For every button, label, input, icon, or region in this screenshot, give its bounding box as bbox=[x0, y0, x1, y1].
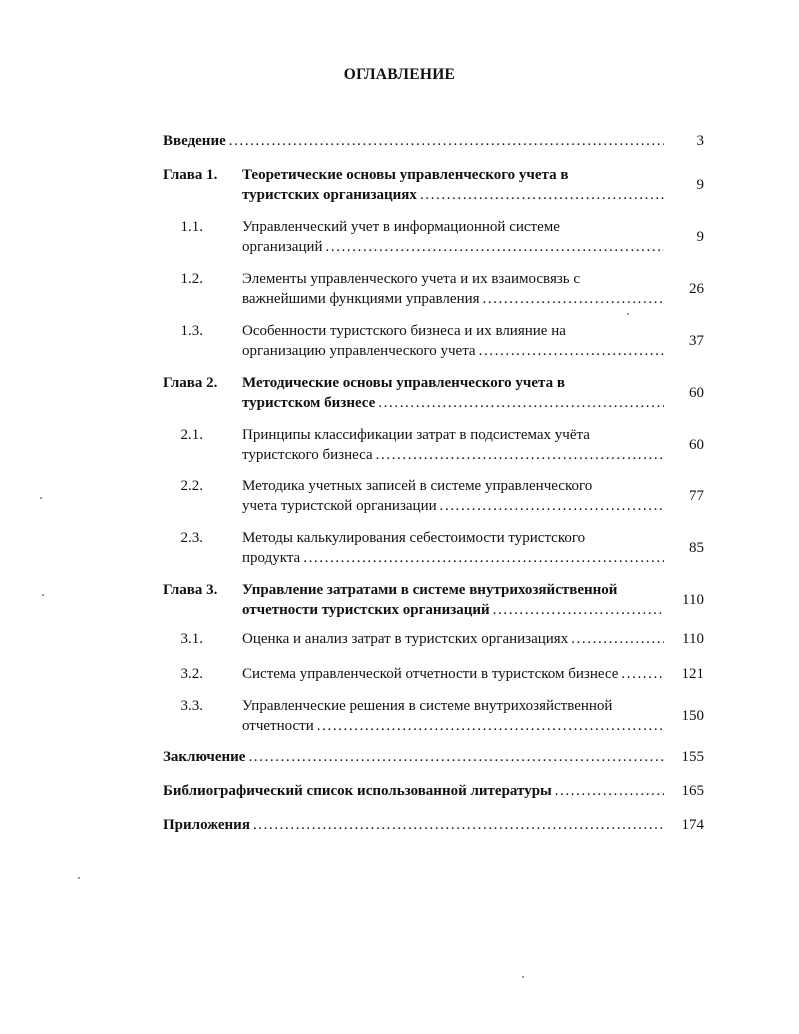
toc-entry-title bbox=[163, 747, 664, 767]
toc-title-line: туристском бизнесе ..... bbox=[242, 393, 664, 413]
toc-leader-dots bbox=[552, 781, 664, 801]
toc-entry-title bbox=[163, 815, 664, 835]
toc-chapter-label: Глава 3. bbox=[163, 582, 218, 598]
toc-entry-title bbox=[242, 321, 664, 361]
toc-entry-title bbox=[242, 269, 664, 309]
toc-title-line: Управление затратами в системе внутрихозяйственной bbox=[242, 582, 618, 598]
toc-chapter-label: Глава 2. bbox=[163, 375, 218, 391]
toc-title-line: Введение ..... bbox=[163, 131, 664, 151]
toc-title-line: продукта ..... bbox=[242, 548, 664, 568]
toc-entry-title bbox=[242, 664, 664, 684]
toc-entry-title bbox=[242, 476, 664, 516]
toc-title-line: учета туристской организации ..... bbox=[242, 496, 664, 516]
toc-entry-title bbox=[163, 131, 664, 151]
toc-page-number: 26 bbox=[689, 281, 704, 297]
toc-entry-title bbox=[242, 373, 664, 413]
toc-title-line: Методика учетных записей в системе управленческого bbox=[242, 478, 593, 494]
toc-leader-dots bbox=[618, 664, 664, 684]
toc-leader-dots bbox=[250, 815, 664, 835]
toc-title-line: Методы калькулирования себестоимости туристского bbox=[242, 530, 586, 546]
toc-page-number: 110 bbox=[682, 592, 704, 608]
toc-page-number: 9 bbox=[696, 177, 704, 193]
toc-title-line: туристских организациях ..... bbox=[242, 185, 664, 205]
toc-entry-title bbox=[242, 217, 664, 257]
toc-title-line: организацию управленческого учета ..... bbox=[242, 341, 664, 361]
toc-title-line: Элементы управленческого учета и их взаимосвязь с bbox=[242, 271, 581, 287]
toc-title-line: Теоретические основы управленческого учета в bbox=[242, 167, 569, 183]
scan-speck bbox=[78, 877, 80, 879]
toc-title-line: Заключение ..... bbox=[163, 747, 664, 767]
toc-page-number: 165 bbox=[681, 783, 704, 799]
toc-entry-title bbox=[242, 425, 664, 465]
toc-page-number: 110 bbox=[682, 631, 704, 647]
toc-title-line: Оценка и анализ затрат в туристских организациях ..... bbox=[242, 629, 664, 649]
toc-leader-dots bbox=[375, 393, 664, 413]
toc-entry-title bbox=[242, 165, 664, 205]
toc-section-number: 2.3. bbox=[180, 530, 203, 546]
toc-page-number: 3 bbox=[696, 133, 704, 149]
toc-page-number: 121 bbox=[681, 666, 704, 682]
scan-speck bbox=[40, 497, 42, 499]
toc-title-line: отчетности ..... bbox=[242, 716, 664, 736]
toc-leader-dots bbox=[476, 341, 664, 361]
toc-section-number: 2.1. bbox=[180, 427, 203, 443]
toc-section-number: 2.2. bbox=[180, 478, 203, 494]
toc-entry-title bbox=[242, 629, 664, 649]
toc-section-number: 1.3. bbox=[180, 323, 203, 339]
toc-page-number: 9 bbox=[696, 229, 704, 245]
toc-title-line: туристского бизнеса ..... bbox=[242, 445, 664, 465]
toc-leader-dots bbox=[314, 716, 664, 736]
toc-title-line: отчетности туристских организаций ..... bbox=[242, 600, 664, 620]
toc-page-number: 77 bbox=[689, 488, 704, 504]
scan-speck bbox=[627, 313, 629, 315]
toc-page-number: 60 bbox=[689, 437, 704, 453]
toc-title-line: Особенности туристского бизнеса и их влияние на bbox=[242, 323, 566, 339]
toc-leader-dots bbox=[323, 237, 664, 257]
toc-section-number: 3.2. bbox=[180, 666, 203, 682]
toc-section-number: 3.1. bbox=[180, 631, 203, 647]
toc-page-number: 60 bbox=[689, 385, 704, 401]
toc-page-number: 155 bbox=[681, 749, 704, 765]
toc-leader-dots bbox=[245, 747, 664, 767]
page-title: ОГЛАВЛЕНИЕ bbox=[343, 66, 456, 83]
toc-leader-dots bbox=[480, 289, 664, 309]
toc-entry-title bbox=[242, 696, 664, 736]
toc-title-line: Система управленческой отчетности в туристском бизнесе ..... bbox=[242, 664, 664, 684]
toc-title-line: Библиографический список использованной литературы ..... bbox=[163, 781, 664, 801]
toc-leader-dots bbox=[417, 185, 664, 205]
toc-title-line: Приложения ..... bbox=[163, 815, 664, 835]
toc-leader-dots bbox=[568, 629, 664, 649]
toc-page-number: 174 bbox=[681, 817, 704, 833]
toc-leader-dots bbox=[437, 496, 664, 516]
toc-title-line: Управленческий учет в информационной системе bbox=[242, 219, 560, 235]
toc-title-line: важнейшими функциями управления ..... bbox=[242, 289, 664, 309]
toc-leader-dots bbox=[490, 600, 664, 620]
toc-leader-dots bbox=[373, 445, 664, 465]
scan-speck bbox=[42, 594, 44, 596]
toc-page-number: 150 bbox=[681, 708, 704, 724]
toc-section-number: 3.3. bbox=[180, 698, 203, 714]
toc-entry-title bbox=[242, 528, 664, 568]
toc-entry-title bbox=[163, 781, 664, 801]
toc-page-number: 85 bbox=[689, 540, 704, 556]
toc-title-line: Управленческие решения в системе внутрихозяйственной bbox=[242, 698, 613, 714]
toc-section-number: 1.2. bbox=[180, 271, 203, 287]
toc-entry-title bbox=[242, 580, 664, 620]
toc-section-number: 1.1. bbox=[180, 219, 203, 235]
toc-page-number: 37 bbox=[689, 333, 704, 349]
toc-title-line: организаций ..... bbox=[242, 237, 664, 257]
toc-title-line: Принципы классификации затрат в подсистемах учёта bbox=[242, 427, 590, 443]
toc-title-line: Методические основы управленческого учета в bbox=[242, 375, 565, 391]
toc-chapter-label: Глава 1. bbox=[163, 167, 218, 183]
toc-leader-dots bbox=[226, 131, 664, 151]
toc-leader-dots bbox=[300, 548, 664, 568]
scan-speck bbox=[522, 976, 524, 978]
